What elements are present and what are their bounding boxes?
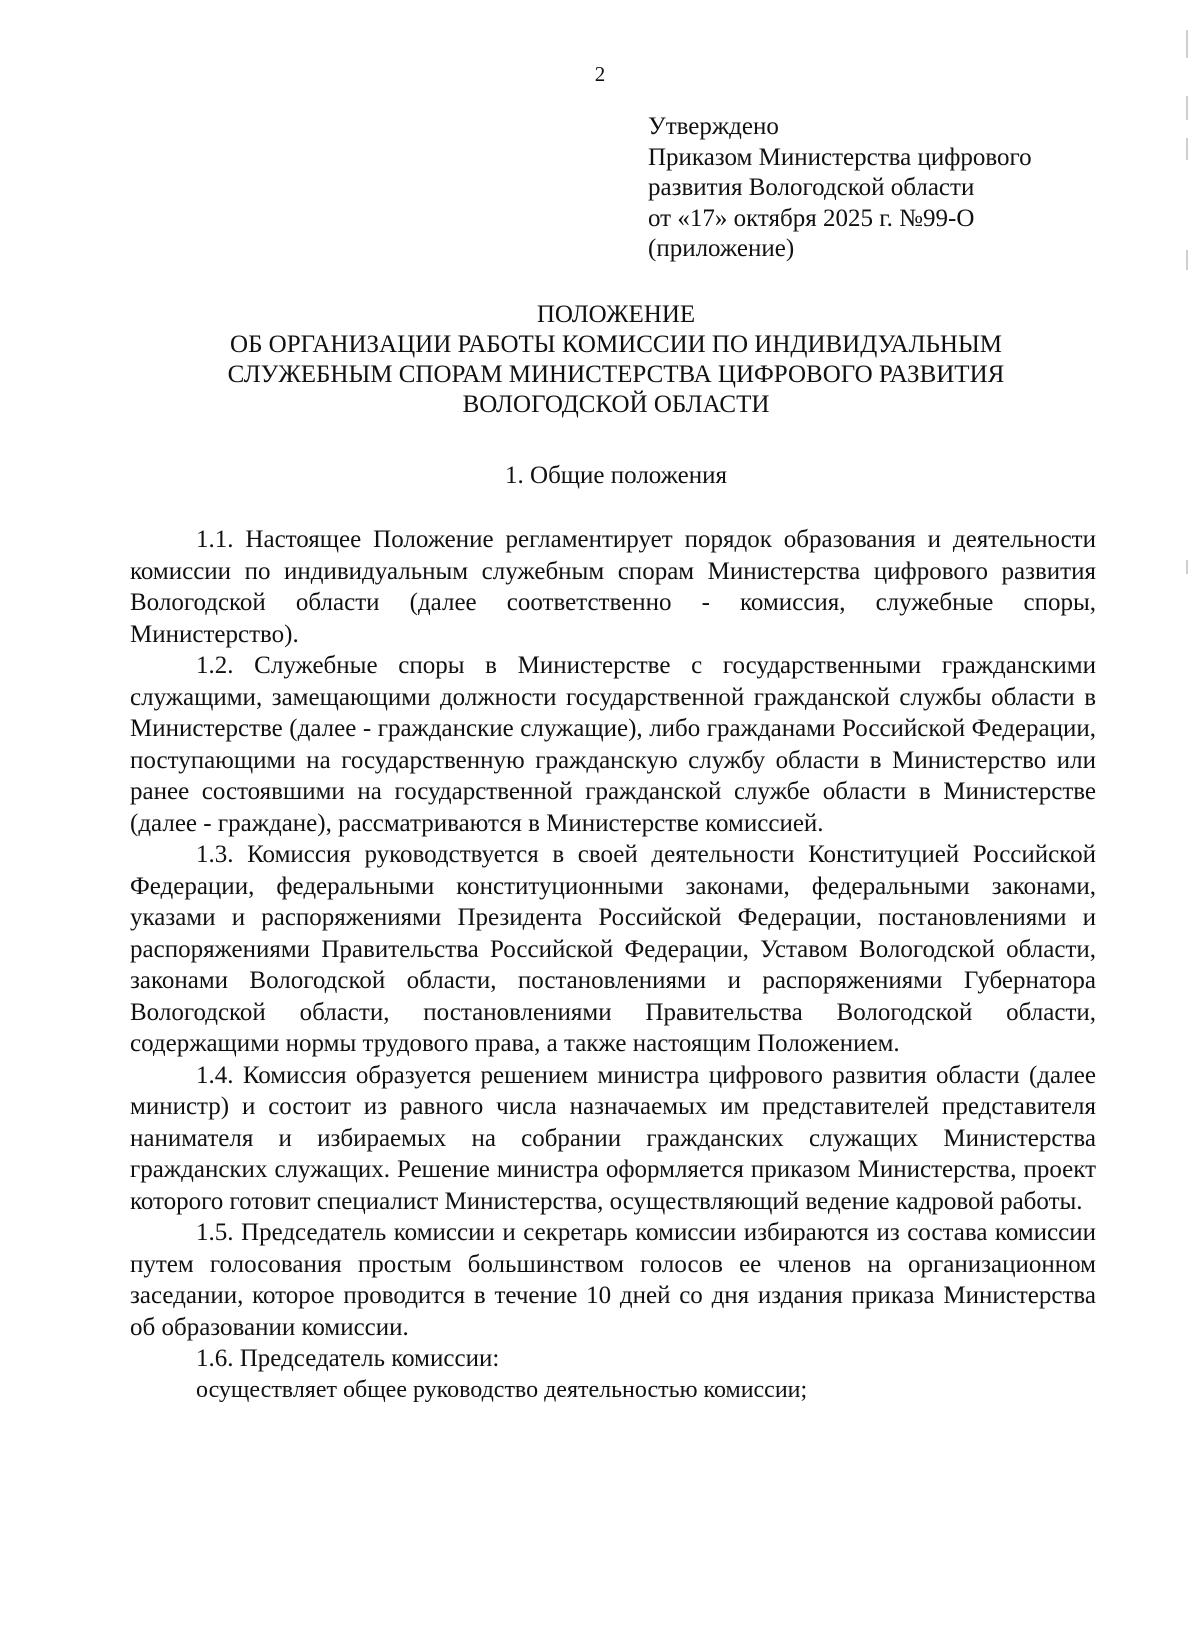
- paragraph-1-1: 1.1. Настоящее Положение регламентирует порядок образования и деятельности комиссии по индивидуальным служебным спорам Министерства цифрового развития Вологодской области (далее соответственно - комиссия, служебные споры, Министерство).: [130, 526, 1096, 648]
- paragraph-1-5: 1.5. Председатель комиссии и секретарь комиссии избираются из состава комиссии путем голосования простым большинством голосов ее членов на организационном заседании, которое проводится в течение 10 дней со дня издания приказа Министерства об образовании комиссии.: [130, 1219, 1096, 1341]
- title-line: ПОЛОЖЕНИЕ: [536, 301, 696, 328]
- paragraph-1-3: 1.3. Комиссия руководствуется в своей деятельности Конституцией Российской Федерации, федеральными конституционными законами, федеральными законами, указами и распоряжениями Президента Российской Федерации, постановлениями и распоряжениями Правительства Российской Федерации, Уставом Вологодской области, законами Вологодской области, постановлениями и распоряжениями Губернатора Вологодской области, постановлениями Правительства Вологодской области, содержащими нормы трудового права, а также настоящим Положением.: [130, 841, 1096, 1057]
- document-body: [130, 524, 1096, 1406]
- scan-artifact: [1186, 250, 1188, 270]
- title-line: СЛУЖЕБНЫМ СПОРАМ МИНИСТЕРСТВА ЦИФРОВОГО РАЗВИТИЯ: [227, 361, 1005, 388]
- approval-line: Приказом Министерства цифрового: [648, 143, 1032, 171]
- scan-artifact: [1186, 138, 1188, 160]
- title-line: ОБ ОРГАНИЗАЦИИ РАБОТЫ КОМИССИИ ПО ИНДИВИДУАЛЬНЫМ: [230, 331, 1002, 358]
- paragraph-1-6: 1.6. Председатель комиссии:: [196, 1345, 500, 1372]
- page-number: 2: [594, 62, 606, 86]
- approval-line: развития Вологодской области: [648, 174, 975, 201]
- scan-artifact: [1186, 30, 1188, 58]
- approval-line: (приложение): [648, 235, 795, 262]
- paragraph-1-4: 1.4. Комиссия образуется решением министра цифрового развития области (далее министр) и состоит из равного числа назначаемых им представителей представителя нанимателя и избираемых на собрании гражданских служащих Министерства гражданских служащих. Решение министра оформляется приказом Министерства, проект которого готовит специалист Министерства, осуществляющий ведение кадровой работы.: [130, 1061, 1096, 1215]
- approval-block: [648, 112, 1032, 265]
- approval-line: Утверждено: [648, 113, 779, 140]
- scan-artifact: [1186, 96, 1188, 120]
- document-title: [0, 300, 1200, 420]
- paragraph-1-2: 1.2. Служебные споры в Министерстве с государственными гражданскими служащими, замещающими должности государственной гражданской службы области в Министерстве (далее - гражданские служащие), либо гражданами Российской Федерации, поступающими на государственную гражданскую службу области в Министерство или ранее состоявшими на государственной гражданской службе области в Министерстве (далее - граждане), рассматриваются в Министерстве комиссией.: [130, 652, 1096, 837]
- paragraph-1-6-item: осуществляет общее руководство деятельностью комиссии;: [196, 1376, 808, 1403]
- approval-line: от «17» октября 2025 г. №99-О: [648, 204, 975, 232]
- section-heading: 1. Общие положения: [505, 462, 727, 489]
- title-line: ВОЛОГОДСКОЙ ОБЛАСТИ: [462, 391, 770, 418]
- scan-artifact: [1186, 560, 1188, 574]
